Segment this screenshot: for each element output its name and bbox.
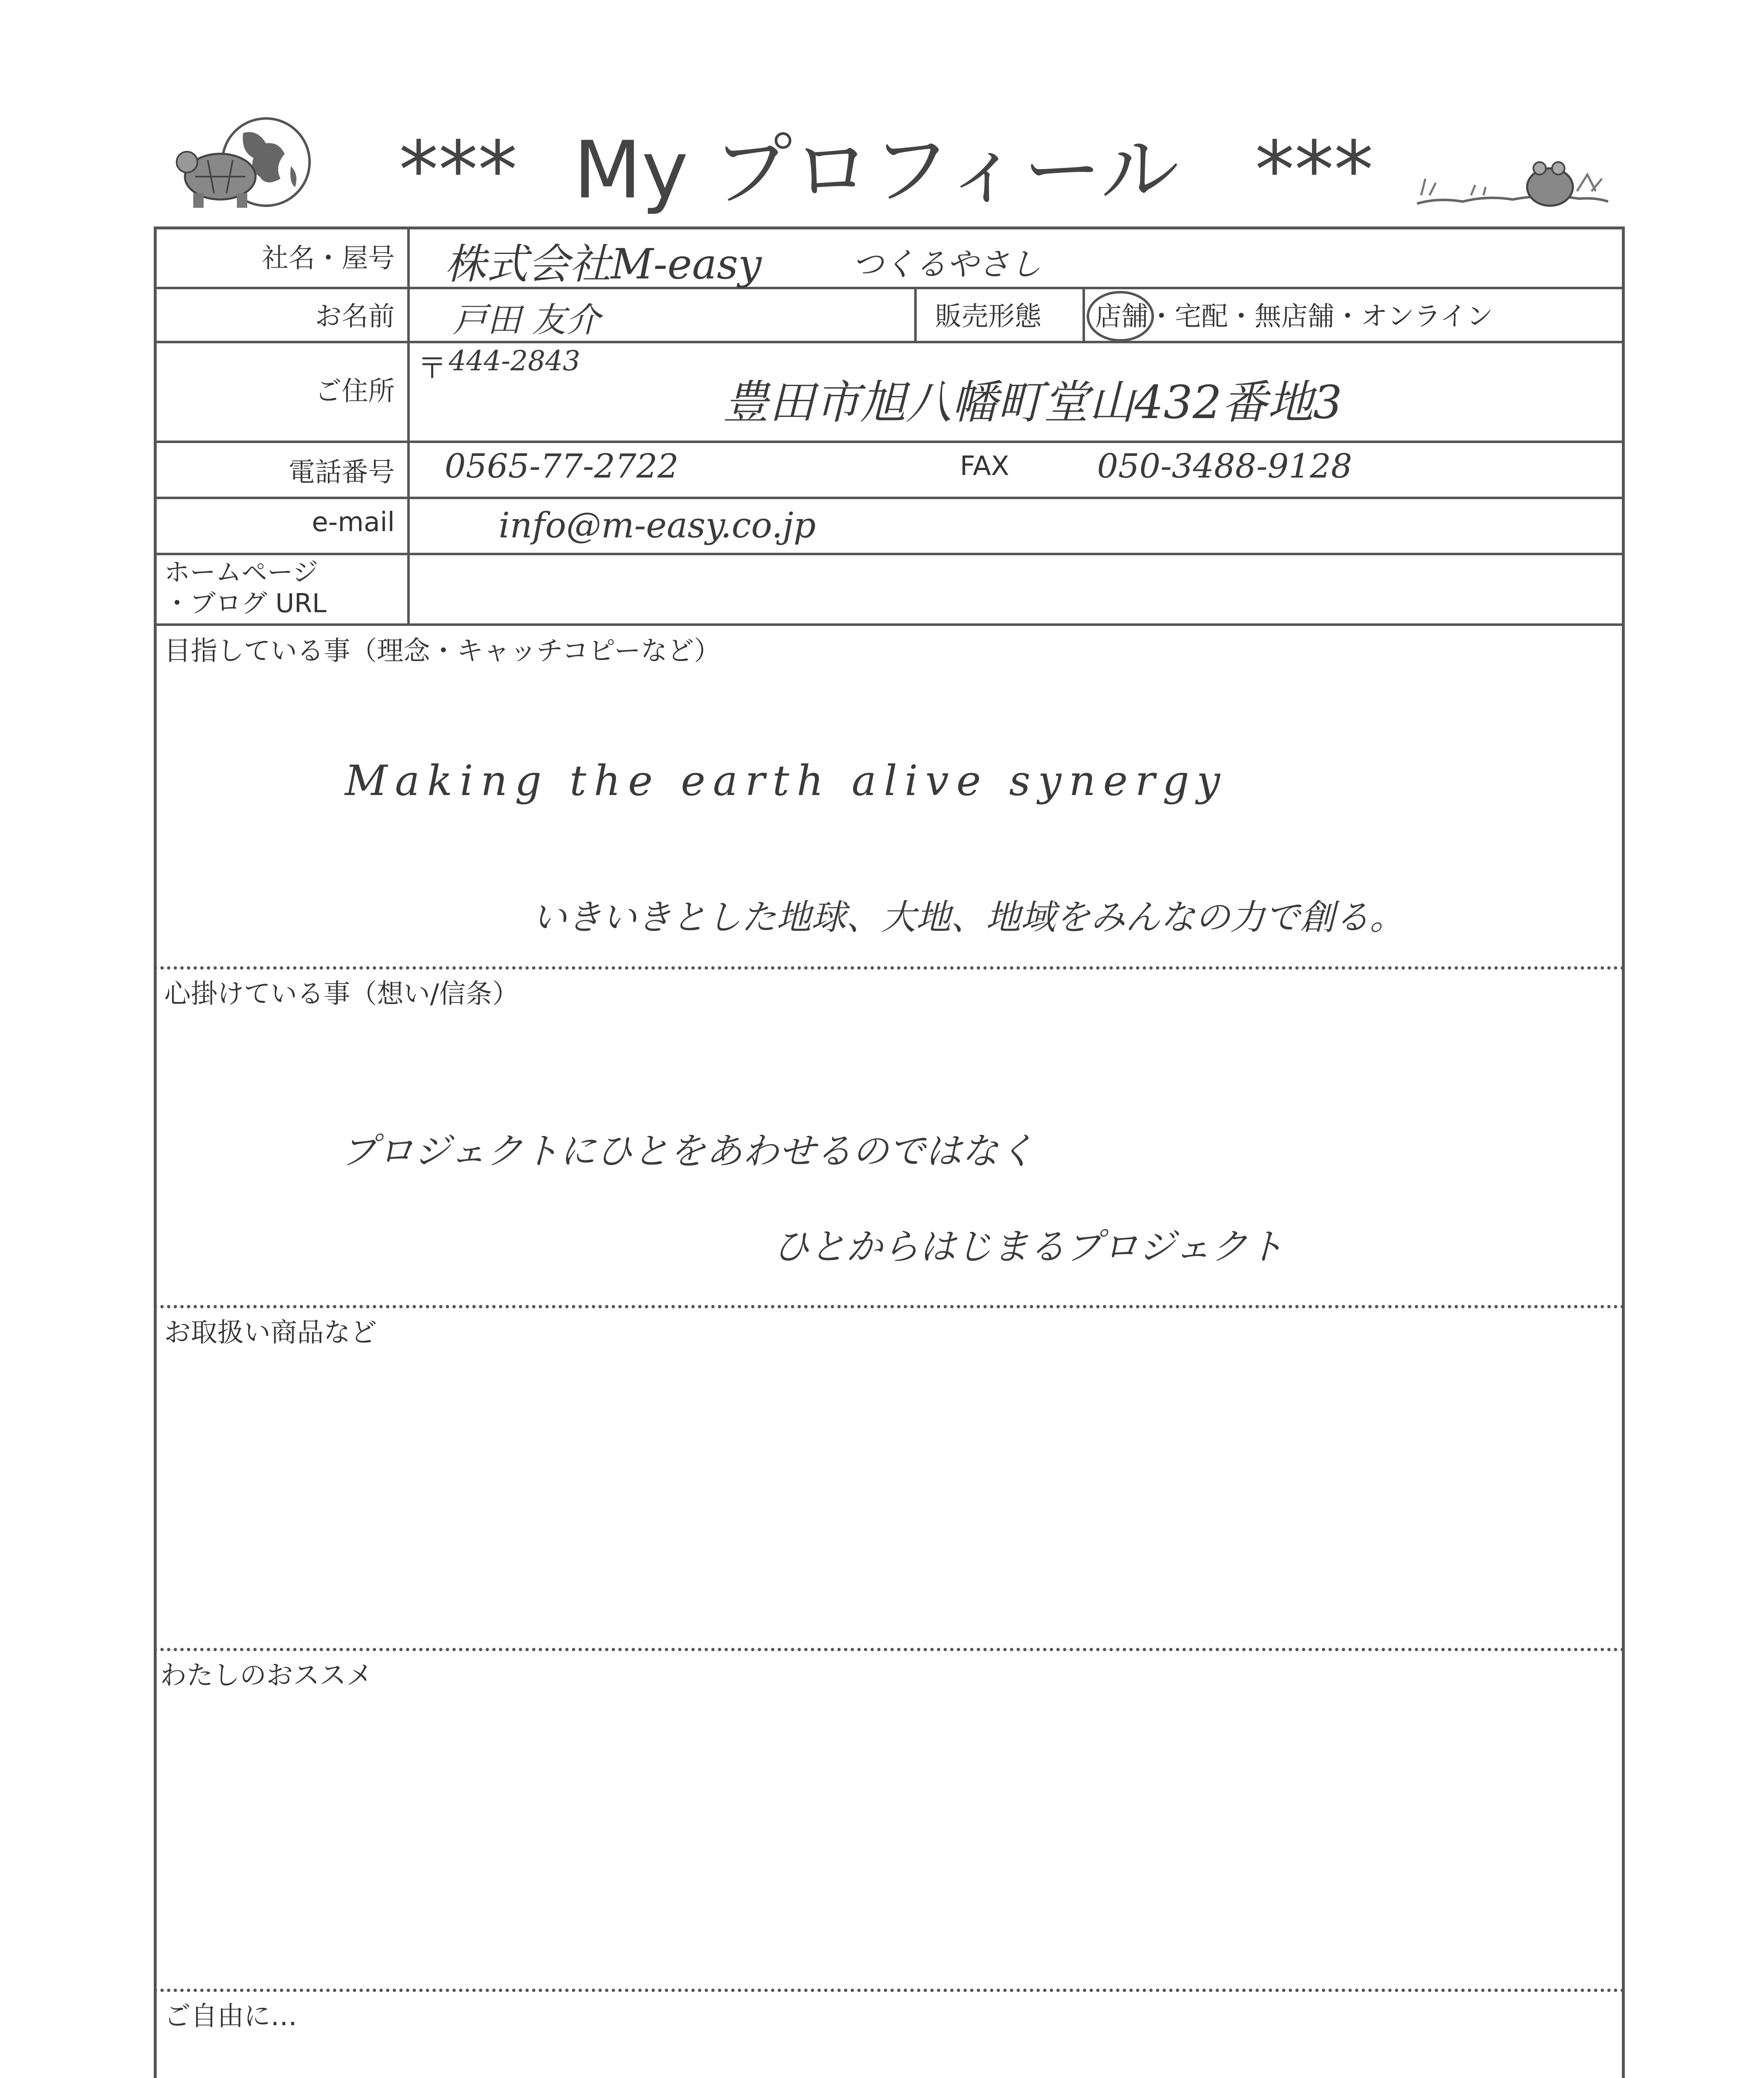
company-label: 社名・屋号 — [262, 243, 395, 274]
section-divider — [154, 1305, 1625, 1308]
products-section-label: お取扱い商品など — [164, 1317, 377, 1348]
name-value: 戸田 友介 — [453, 300, 600, 340]
postal-code: 444-2843 — [449, 345, 581, 377]
belief-line-2: ひとからはじまるプロジェクト — [773, 1225, 1284, 1268]
goal-line-2: いきいきとした地球、大地、地域をみんなの力で創る。 — [532, 897, 1405, 938]
belief-line-1: プロジェクトにひとをあわせるのではなく — [341, 1130, 1035, 1172]
label-column-divider — [407, 227, 410, 623]
row-divider — [154, 441, 1625, 443]
company-reading: つくるやさし — [852, 246, 1041, 283]
phone-value: 0565-77-2722 — [445, 447, 679, 485]
page-title: My プロフィール — [573, 124, 1179, 216]
address-label: ご住所 — [315, 376, 395, 407]
row-divider — [154, 623, 1625, 626]
title-stars-right: *** — [1255, 124, 1373, 216]
homepage-label-line1: ホームページ — [164, 557, 318, 587]
email-label: e-mail — [312, 507, 395, 538]
turtle-globe-icon — [170, 104, 320, 212]
row-divider — [154, 497, 1625, 499]
address-value: 豊田市旭八幡町堂山432番地3 — [723, 376, 1342, 429]
goal-section-label: 目指している事（理念・キャッチコピーなど） — [164, 636, 721, 667]
row-divider — [154, 287, 1625, 289]
sales-label-divider — [914, 287, 917, 341]
row-divider — [154, 341, 1625, 343]
goal-line-1: Making the earth alive synergy — [345, 756, 1228, 805]
name-label: お名前 — [315, 301, 395, 332]
section-divider — [154, 1989, 1625, 1992]
sales-type-label: 販売形態 — [935, 301, 1041, 332]
free-section-label: ご自由に… — [164, 2001, 297, 2032]
belief-section-label: 心掛けている事（想い/信条） — [164, 979, 519, 1009]
fax-label: FAX — [960, 451, 1009, 482]
title-stars-left: *** — [399, 124, 517, 216]
phone-label: 電話番号 — [288, 457, 395, 488]
email-value: info@m-easy.co.jp — [499, 505, 816, 546]
section-divider — [154, 966, 1625, 970]
postal-mark: 〒 — [418, 351, 447, 385]
company-value: 株式会社M-easy — [445, 240, 762, 288]
row-divider — [154, 553, 1625, 555]
sales-type-options: 店舗・宅配・無店舗・オンライン — [1095, 301, 1493, 332]
frog-plants-icon — [1413, 150, 1612, 220]
sales-value-divider — [1083, 287, 1085, 341]
fax-value: 050-3488-9128 — [1097, 447, 1352, 485]
section-divider — [154, 1648, 1625, 1651]
recommend-section-label: わたしのおススメ — [160, 1660, 373, 1691]
homepage-label-line2: ・ブログ URL — [164, 588, 327, 618]
